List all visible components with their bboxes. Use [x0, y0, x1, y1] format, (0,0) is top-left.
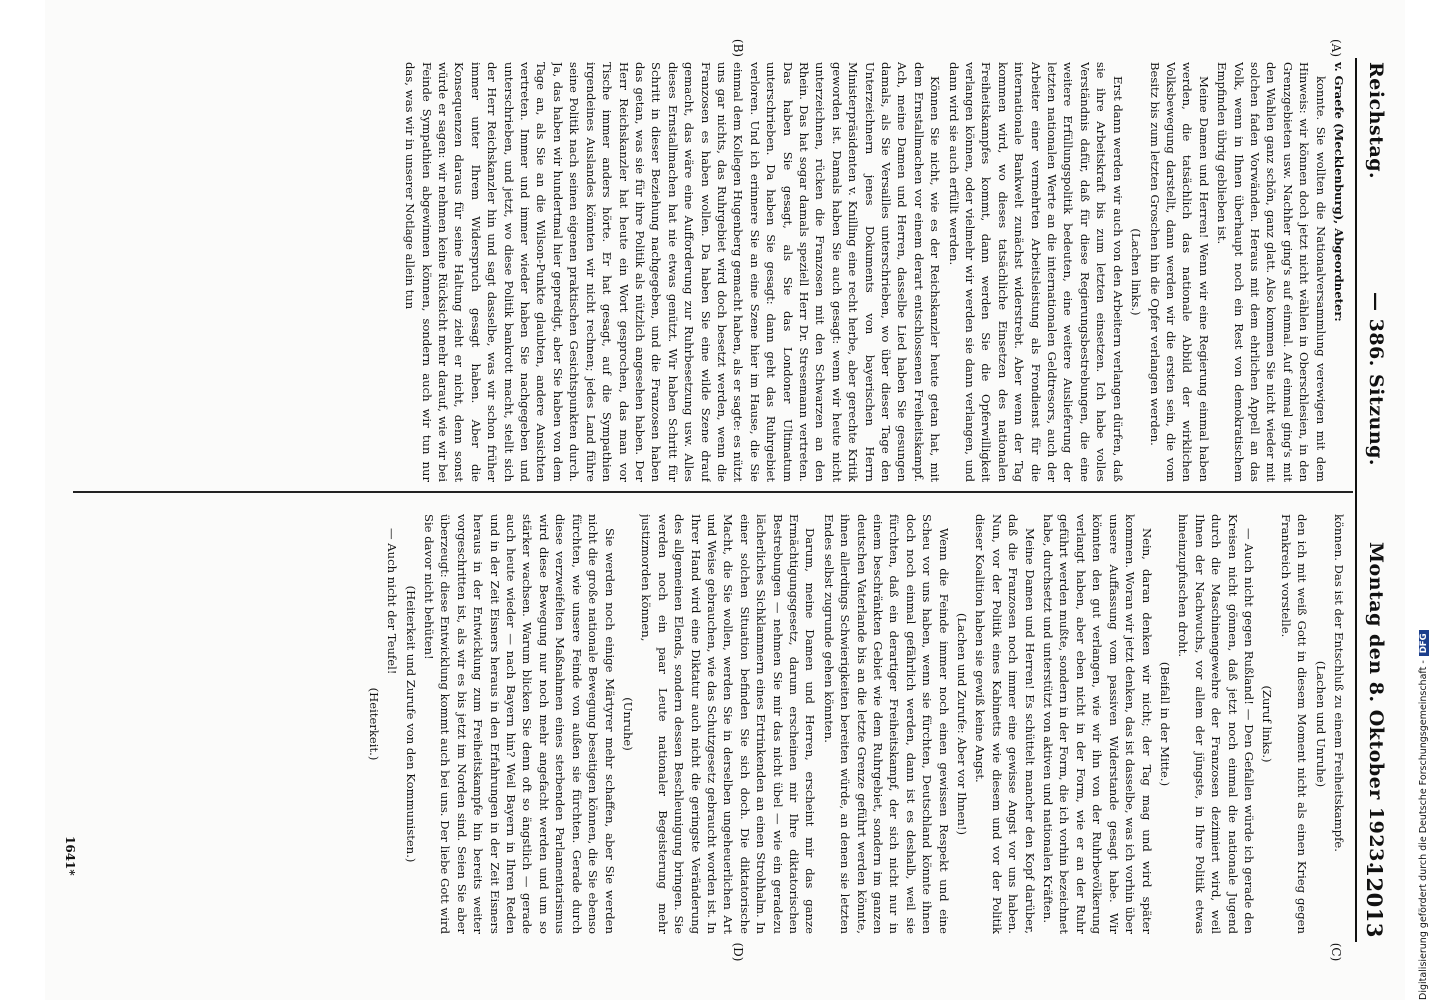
interjection: (Heiterkeit.) — [366, 687, 381, 761]
paragraph: Meine Damen und Herren! Es schüttelt mancher den Kopf darüber, daß die Franzosen noch immer eine gewisse Angst vor uns haben. Nun, vor der Politik eines Kabinetts wie diesem und vor der Politik dieser Koalition haben sie gewiß keine Angst. — [973, 514, 1037, 934]
paragraph: Können Sie nicht, wie es der Reichskanzler heute getan hat, mit dem Ernstallmachen vor einem derart entschlossenen Freiheitskampf. Ach, meine Damen und Herren, dasselbe Lied haben Sie gesungen damals, als Sie Versailles unterschrieben, wo über dieser Tage den Unterzeichnern jenes Dokuments von bayerischen Herrn Ministerpräsidenten v. Knilling eine recht herbe, aber gerechte Kritik geworden ist. Damals haben Sie auch gesagt: wenn wir heute nicht unterzeichnen, rücken die Franzosen mit den Schwarzen an den Rhein. Das hat sogar damals speziell Herr Dr. Stresemann vertreten. Das haben Sie gesagt, als Sie das Londoner Ultimatum unterschrieben. Da haben Sie gesagt: dann geht das Ruhrgebiet verloren. Und ich erinnere Sie an eine Szene hier im Hause, die Sie einmal dem Kollegen Hugenberg gemacht haben, als er sagte: es nützt uns gar nichts, das Ruhrgebiet wird doch besetzt werden, wenn die Franzosen es haben wollen. Da haben Sie eine wilde Szene drauf gemacht, das wäre eine Aufforderung zur Ruhrbesetzung usw. Alles dieses Ernstallmachen hat nie etwas genützt. Wir haben Schritt für Schritt in dieser Beziehung nachgegeben, und die Franzosen haben das getan, was sie für ihre Politik als nützlich angesehen haben. Der Herr Reichskanzler hat heute ein Wort gesprochen, das man vor Tische immer anders hörte. Er hat gesagt, auf die Sympathien irgendeines Auslandes könnten wir nicht rechnen; jedes Land führe seine Politik nach seinen eigenen praktischen Gesichtspunkten durch. Ja, das haben wir hundertmal hier gepredigt, aber Sie haben von dem Tage an, als Sie an die Wilson-Punkte glaubten, andere Ansichten vertreten. Immer und immer wieder haben Sie nachgegeben und unterschrieben, und jetzt, wo diese Politik bankrott macht, stellt sich der Herr Reichskanzler hin und sagt dasselbe, was wir schon früher immer unter Ihrem Widerspruch gesagt haben. Aber die Konsequenzen daraus für seine Haltung zieht er nicht, denn sonst würde er sagen: wir nehmen keine Rücksicht mehr darauf, wie wir bei Feinde Sympathien abgewinnen können, sondern auch wir tun nur das, was wir in unserer Notlage allein tun — [403, 62, 943, 482]
margin-marker-d: (D) — [731, 942, 745, 962]
paragraph: den ich mit weiß Gott in diesem Moment nicht als einen Krieg gegen Frankreich vorstelle. — [1278, 514, 1310, 934]
interjection: (Beifall in der Mitte.) — [1157, 661, 1172, 787]
interjection: (Unruhe) — [620, 697, 635, 751]
page-header — [1355, 62, 1397, 938]
header-publication: Reichstag. — [1365, 62, 1387, 180]
digitization-credit — [1418, 0, 1432, 1000]
paragraph: konnte. Sie wollten die Nationalversammlung verewigen mit dem Hinweis: wir können doch jetzt nicht wählen in Oberschlesien, in den Grenzgebieten usw. Nachher ging's auf einmal. Auf einmal ging's mit den Wahlen ganz schön, ganz glatt. Also kommen Sie nicht wieder mit solchen faden Vorwänden. Heraus mit dem ehrlichen Appell an das Volk, wenn in Ihnen überhaupt noch ein Rest von demokratischem Empfinden übrig geblieben ist. — [1215, 62, 1328, 482]
credit-text: Digitalisierung gefördert durch die Deutsche Forschungsgemeinschaft - — [1418, 660, 1429, 1000]
paragraph: können. Das ist der Entschluß zu einem Freiheitskampfe. — [1332, 514, 1346, 852]
paragraph: Darum, meine Damen und Herren, erscheint mir das ganze Ermächtigungsgesetz, darum erscheinen mir Ihre diktatorischen Bestrebungen — nehmen Sie mir das nicht übel — wie ein geradezu lächerliches Sichklammern eines Ertrinkenden an einen Strohhalm. In einer solchen Situation befinden Sie sich doch. Die diktatorische Macht, die Sie wollen, werden Sie in derselben ungeheuerlichen Art und Weise gebrauchen, wie das Schutzgesetz gebraucht worden ist. In Ihrer Hand wird eine Diktatur auch nicht die geringste Veränderung des allgemeinen Elends, sondern dessen Beschleunigung bringen. Sie werden noch ein paar Leute nationaler Begeisterung mehr justizmorden können, — [639, 514, 818, 934]
interjection: (Lachen und Zurufe: Aber vor Ihnen!) — [955, 612, 970, 836]
paragraph: Erst dann werden wir auch von den Arbeitern verlangen dürfen, daß sie ihre Arbeitskraft bis zum letzten einsetzen. Ich habe volles Verständnis dafür, daß für diese Regierungsbestrebungen, die eine weitere Erfüllungspolitik bedeuten, eine weitere Auslieferung der letzten nationalen Werte an die internationalen Geldtresors, auch der Arbeiter einer vermehrten Arbeitsleistung als Frondienst für die internationale Bankwelt zunächst widerstrebt. Aber wenn der Tag kommen wird, wo dieses tatsächliche Einsetzen des nationalen Freiheitskampfes kommt, dann werden Sie die Opferwilligkeit verlangen können, oder vielmehr wir werden sie dann verlangen, und dann wird sie auch erfüllt werden. — [946, 62, 1125, 482]
paragraph: — Auch nicht gegen Rußland! — Den Gefallen würde ich gerade den Kreisen nicht gönnen, daß jetzt noch einmal die nationale Jugend durch die Maschinengewehre der Franzosen dezimiert wird, weil Ihnen der Nachwuchs, vor allem der jüngste, in Ihre Politik etwas hineinzupfuschen droht. — [1176, 514, 1256, 934]
header-date: Montag den 8. Oktober 1923. — [1365, 542, 1387, 869]
header-session: — 386. Sitzung. — [1365, 292, 1387, 467]
paragraph: — Auch nicht der Teufel! — [385, 528, 400, 675]
paragraph: Meine Damen und Herren! Wenn wir eine Regierung einmal haben werden, die tatsächlich das nationale Abbild der wirklichen Volksbewegung darstellt, dann werden wir die ersten sein, die vom Besitz bis zum letzten Groschen hin die Opfer verlangen werden. — [1147, 62, 1211, 482]
speaker-line: v. Graefe (Mecklenburg), Abgeordneter: — [1332, 62, 1346, 322]
interjection: (Lachen und Unruhe) — [1313, 660, 1328, 788]
left-column — [82, 62, 1347, 482]
interjection: (Heiterkeit und Zurufe von den Kommunisten.) — [403, 585, 418, 863]
paragraph: Nein, daran denken wir nicht; der Tag mag und wird später kommen. Woran wir jetzt denken, das ist dasselbe, was ich vorhin über unsere Auffassung vom passiven Widerstande gesagt habe. Wir könnten den gut verlangen, wie wir ihn von der Ruhrbevölkerung verlangt haben, aber eben nicht in der Form, wie er an der Ruhr geführt werden mußte, sondern in der Form, die ich vorhin bezeichnet habe, durchsetzt und unterstützt von aktiven und nationalen Kräften. — [1041, 514, 1154, 934]
margin-marker-a: (A) — [1329, 38, 1343, 58]
interjection: (Zuruf links.) — [1260, 685, 1275, 763]
header-rule — [1355, 58, 1357, 942]
right-column — [82, 514, 1347, 934]
dfg-logo: DFG — [1419, 630, 1429, 656]
interjection: (Lachen links.) — [1129, 228, 1144, 316]
rotated-newspaper-page — [45, 0, 1405, 1000]
page-signature: 1641* — [63, 836, 77, 876]
paragraph: Sie werden noch einige Märtyrer mehr schaffen, aber Sie werden nicht die große nationale Bewegung beseitigen können, die Sie ebenso fürchten, wie unsere Feinde von außen sie fürchten. Gerade durch diese verzweifelten Maßnahmen eines sterbenden Parlamentarismus wird diese Bewegung nur noch mehr angefacht werden und um so stärker wachsen. Warum blicken Sie denn oft so ängstlich — gerade auch heute wieder — nach Bayern hin? Weil Bayern in Ihren Reden und in der Zeit Eisners heraus in den Erfahrungen in der Zeit Eisners heraus in der Entwicklung zum Freiheitskampfe hin bereits weiter vorgeschritten ist, als wir es bis jetzt im Norden sind. Seien Sie aber überzeugt: diese Entwicklung kommt auch bei uns. Der liebe Gott wird Sie davor nicht behüten! — [422, 514, 617, 934]
header-page-number: 12013 — [1362, 862, 1387, 938]
column-divider — [73, 491, 1353, 493]
paragraph: Wenn die Feinde immer noch einen gewissen Respekt und eine Scheu vor uns haben, wenn sie fürchten, Deutschland könnte ihnen doch noch einmal gefährlich werden, dann ist es deshalb, weil sie fürchten, daß ein derartiger Freiheitskampf, der sich nicht nur in einem beschränkten Gebiet wie dem Ruhrgebiet, sondern im ganzen deutschen Vaterlande bis an die letzte Grenze geführt werden könnte, ihnen allerdings Schwierigkeiten bereiten würde, an denen sie letzten Endes selbst zugrunde gehen könnten. — [821, 514, 951, 934]
margin-marker-c: (C) — [1329, 942, 1343, 962]
margin-marker-b: (B) — [731, 38, 745, 58]
